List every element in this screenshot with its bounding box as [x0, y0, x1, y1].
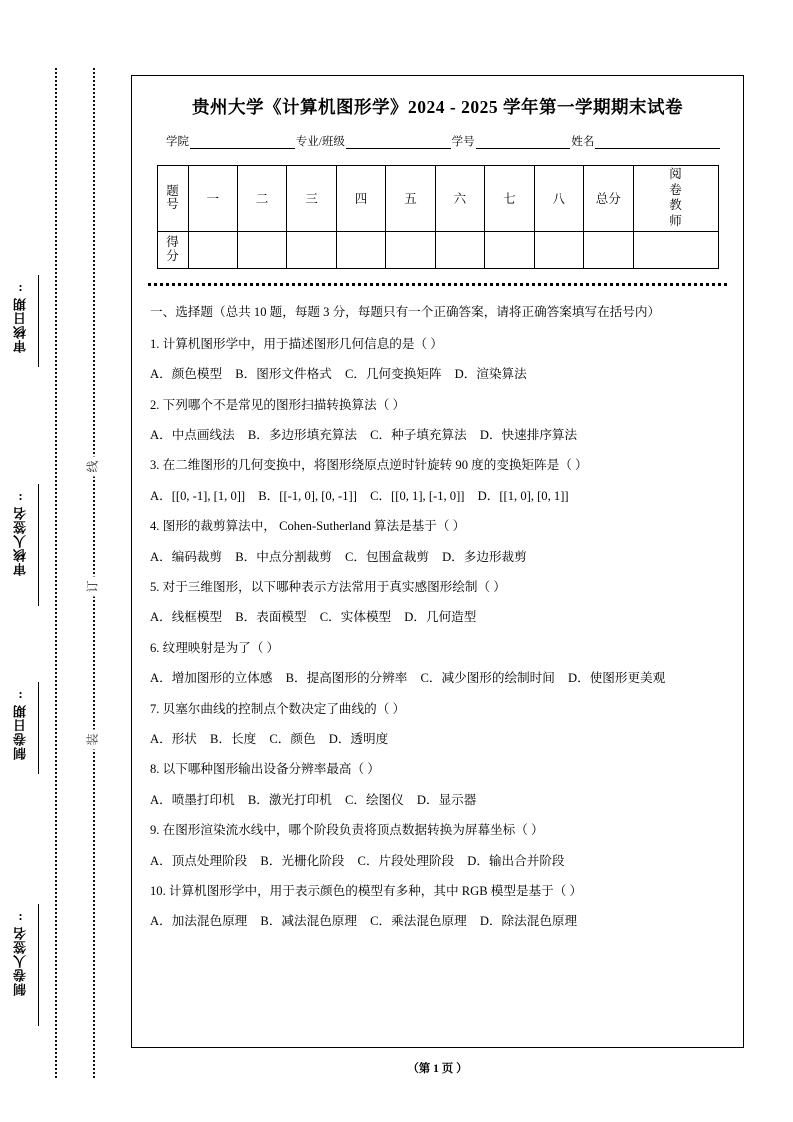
question-number: 1. — [150, 336, 160, 351]
option-c[interactable]: C．包围盒裁剪 — [344, 549, 429, 564]
question-stem — [150, 577, 725, 597]
option-c[interactable]: C．减少图形的绘制时间 — [420, 671, 555, 686]
question-7 — [150, 699, 725, 750]
question-9 — [150, 820, 725, 871]
option-b[interactable]: B．光栅化阶段 — [260, 853, 345, 868]
question-options — [150, 668, 725, 688]
row-label-char-1: 题 — [166, 184, 179, 199]
option-a[interactable]: A．颜色模型 — [150, 367, 223, 382]
seal-dotted-line-outer — [55, 68, 57, 1078]
question-4 — [150, 516, 725, 567]
col-header-total: 总分 — [584, 166, 634, 232]
maker-date-label — [0, 688, 40, 765]
score-cell-3[interactable] — [287, 231, 336, 268]
teacher-header-char-1: 阅 — [669, 167, 682, 181]
teacher-header-char-4: 师 — [669, 213, 682, 228]
col-header-3: 三 — [287, 166, 336, 232]
option-a[interactable]: A．喷墨打印机 — [150, 792, 235, 807]
maker-date-text: 制卷日期: — [12, 688, 28, 760]
question-number: 7. — [150, 701, 160, 716]
option-b[interactable]: B．提高图形的分辨率 — [285, 671, 408, 686]
col-header-5: 五 — [386, 166, 435, 232]
question-options — [150, 547, 725, 567]
grading-teacher-cell[interactable] — [633, 231, 718, 268]
maker-signer-label — [0, 910, 40, 1001]
teacher-header-char-2: 卷 — [669, 182, 682, 197]
name-label: 姓名 — [571, 136, 595, 148]
question-number: 9. — [150, 823, 160, 838]
col-header-1: 一 — [188, 166, 237, 232]
question-number: 4. — [150, 519, 160, 534]
option-a[interactable]: A．顶点处理阶段 — [150, 853, 248, 868]
col-header-grading-teacher — [633, 166, 718, 232]
option-d[interactable]: D．快速排序算法 — [479, 428, 578, 443]
seal-char-zhuang: 装 — [81, 730, 104, 750]
question-options — [150, 729, 725, 749]
binding-margin — [0, 0, 131, 1122]
question-3 — [150, 455, 725, 506]
maker-signer-text: 制卷人签名: — [12, 910, 28, 996]
question-text: 贝塞尔曲线的控制点个数决定了曲线的（ ） — [162, 701, 406, 716]
page-footer — [131, 1060, 744, 1076]
question-6 — [150, 638, 725, 689]
score-cell-1[interactable] — [188, 231, 237, 268]
option-a[interactable]: A．增加图形的立体感 — [150, 671, 273, 686]
question-options — [150, 425, 725, 445]
score-cell-6[interactable] — [435, 231, 484, 268]
col-header-6: 六 — [435, 166, 484, 232]
question-number: 3. — [150, 458, 160, 473]
option-d[interactable]: D．透明度 — [328, 731, 389, 746]
question-body — [148, 302, 727, 932]
question-8 — [150, 759, 725, 810]
option-a[interactable]: A．形状 — [150, 731, 197, 746]
review-date-label — [0, 281, 40, 358]
question-options — [150, 911, 725, 931]
teacher-header-char-3: 教 — [669, 198, 682, 213]
question-number: 2. — [150, 397, 160, 412]
score-cell-2[interactable] — [237, 231, 286, 268]
question-number: 5. — [150, 580, 160, 595]
major-class-input[interactable] — [346, 136, 451, 149]
col-header-2: 二 — [237, 166, 286, 232]
question-text: 图形的裁剪算法中， Cohen-Sutherland 算法是基于（ ） — [162, 519, 466, 534]
option-b[interactable]: B．中点分割裁剪 — [235, 549, 332, 564]
question-options — [150, 486, 725, 506]
major-class-label: 专业/班级 — [295, 136, 345, 148]
question-stem — [150, 516, 725, 536]
question-stem — [150, 334, 725, 354]
row-label-question-no — [157, 166, 188, 232]
student-id-label: 学号 — [451, 136, 475, 148]
question-stem — [150, 395, 725, 415]
review-date-text: 审核日期: — [12, 281, 28, 353]
question-stem — [150, 881, 725, 901]
score-cell-8[interactable] — [534, 231, 583, 268]
option-d[interactable]: D．多边形裁剪 — [442, 549, 527, 564]
option-d[interactable]: D．几何造型 — [404, 610, 477, 625]
question-text: 纹理映射是为了（ ） — [162, 640, 280, 655]
table-row — [157, 231, 718, 268]
score-label-char-2: 分 — [166, 248, 179, 263]
maker-signer-rule — [38, 904, 39, 1026]
question-options — [150, 364, 725, 384]
question-stem — [150, 820, 725, 840]
college-label: 学院 — [166, 136, 189, 148]
section-heading: 一、选择题（总共 10 题，每题 3 分，每题只有一个正确答案，请将正确答案填写在括号内） — [150, 304, 661, 319]
option-a[interactable]: A．编码裁剪 — [150, 549, 223, 564]
question-stem — [150, 759, 725, 779]
score-cell-4[interactable] — [336, 231, 385, 268]
question-text: 在图形渲染流水线中，哪个阶段负责将顶点数据转换为屏幕坐标（ ） — [162, 823, 544, 838]
col-header-8: 八 — [534, 166, 583, 232]
score-cell-5[interactable] — [386, 231, 435, 268]
question-text: 以下哪种图形输出设备分辨率最高（ ） — [162, 762, 380, 777]
question-options — [150, 790, 725, 810]
option-b[interactable]: B．长度 — [210, 731, 257, 746]
name-input[interactable] — [595, 136, 720, 149]
review-signer-rule — [38, 484, 39, 606]
seal-dotted-line-inner — [93, 68, 95, 1078]
question-text: 在二维图形的几何变换中，将图形绕原点逆时针旋转 90 度的变换矩阵是（ ） — [162, 458, 588, 473]
score-label-char-1: 得 — [166, 235, 179, 250]
seal-char-xian: 线 — [81, 457, 104, 477]
student-info-row — [148, 133, 727, 149]
question-stem — [150, 699, 725, 719]
section-divider-dotted — [148, 279, 727, 286]
score-table — [157, 165, 719, 269]
score-cell-7[interactable] — [485, 231, 534, 268]
question-text: 下列哪个不是常见的图形扫描转换算法（ ） — [162, 397, 406, 412]
option-a[interactable]: A．加法混色原理 — [150, 914, 248, 929]
option-c[interactable]: C．实体模型 — [319, 610, 392, 625]
question-5 — [150, 577, 725, 628]
option-d[interactable]: D．显示器 — [416, 792, 477, 807]
option-a[interactable]: A．[[0, -1], [1, 0]] — [150, 488, 246, 503]
review-signer-label — [0, 490, 40, 581]
option-d[interactable]: D．除法混色原理 — [479, 914, 578, 929]
option-c[interactable]: C．颜色 — [269, 731, 316, 746]
question-2 — [150, 395, 725, 446]
question-number: 6. — [150, 640, 160, 655]
option-c[interactable]: C．乘法混色原理 — [370, 914, 467, 929]
college-input[interactable] — [190, 136, 295, 149]
score-cell-total[interactable] — [584, 231, 634, 268]
option-c[interactable]: C．绘图仪 — [344, 792, 404, 807]
question-stem — [150, 455, 725, 475]
table-row — [157, 166, 718, 232]
question-options — [150, 851, 725, 871]
question-stem — [150, 638, 725, 658]
col-header-7: 七 — [485, 166, 534, 232]
option-b[interactable]: B．多边形填充算法 — [247, 428, 357, 443]
option-d[interactable]: D．输出合并阶段 — [467, 853, 565, 868]
question-options — [150, 607, 725, 627]
col-header-4: 四 — [336, 166, 385, 232]
option-b[interactable]: B．表面模型 — [235, 610, 307, 625]
question-text: 计算机图形学中，用于表示颜色的模型有多种，其中 RGB 模型是基于（ ） — [168, 883, 583, 898]
question-number: 10. — [150, 883, 166, 898]
row-label-score — [157, 231, 188, 268]
option-d[interactable]: D．渲染算法 — [454, 367, 527, 382]
option-b[interactable]: B．减法混色原理 — [260, 914, 357, 929]
maker-date-rule — [38, 682, 39, 774]
review-signer-text: 审核人签名: — [12, 490, 28, 576]
option-a[interactable]: A．线框模型 — [150, 610, 223, 625]
exam-paper-frame — [131, 75, 744, 1048]
question-number: 8. — [150, 762, 160, 777]
row-label-char-2: 号 — [166, 197, 179, 212]
question-10 — [150, 881, 725, 932]
option-c[interactable]: C．种子填充算法 — [370, 428, 467, 443]
option-c[interactable]: C．[[0, 1], [-1, 0]] — [370, 488, 465, 503]
option-a[interactable]: A．中点画线法 — [150, 428, 235, 443]
option-b[interactable]: B．[[-1, 0], [0, -1]] — [258, 488, 357, 503]
review-date-rule — [38, 275, 39, 367]
option-d[interactable]: D．[[1, 0], [0, 1]] — [477, 488, 569, 503]
question-1 — [150, 334, 725, 385]
option-b[interactable]: B．激光打印机 — [247, 792, 332, 807]
question-text: 对于三维图形，以下哪种表示方法常用于真实感图形绘制（ ） — [162, 580, 506, 595]
option-b[interactable]: B．图形文件格式 — [235, 367, 332, 382]
page-title: 贵州大学《计算机图形学》2024 - 2025 学年第一学期期末试卷 — [192, 97, 683, 117]
option-d[interactable]: D．使图形更美观 — [568, 671, 666, 686]
question-text: 计算机图形学中，用于描述图形几何信息的是（ ） — [162, 336, 443, 351]
option-c[interactable]: C．片段处理阶段 — [357, 853, 455, 868]
option-c[interactable]: C．几何变换矩阵 — [344, 367, 442, 382]
seal-char-ding: 订 — [81, 577, 104, 597]
student-id-input[interactable] — [476, 136, 571, 149]
page-number-label: （第 1 页 ） — [407, 1063, 468, 1075]
